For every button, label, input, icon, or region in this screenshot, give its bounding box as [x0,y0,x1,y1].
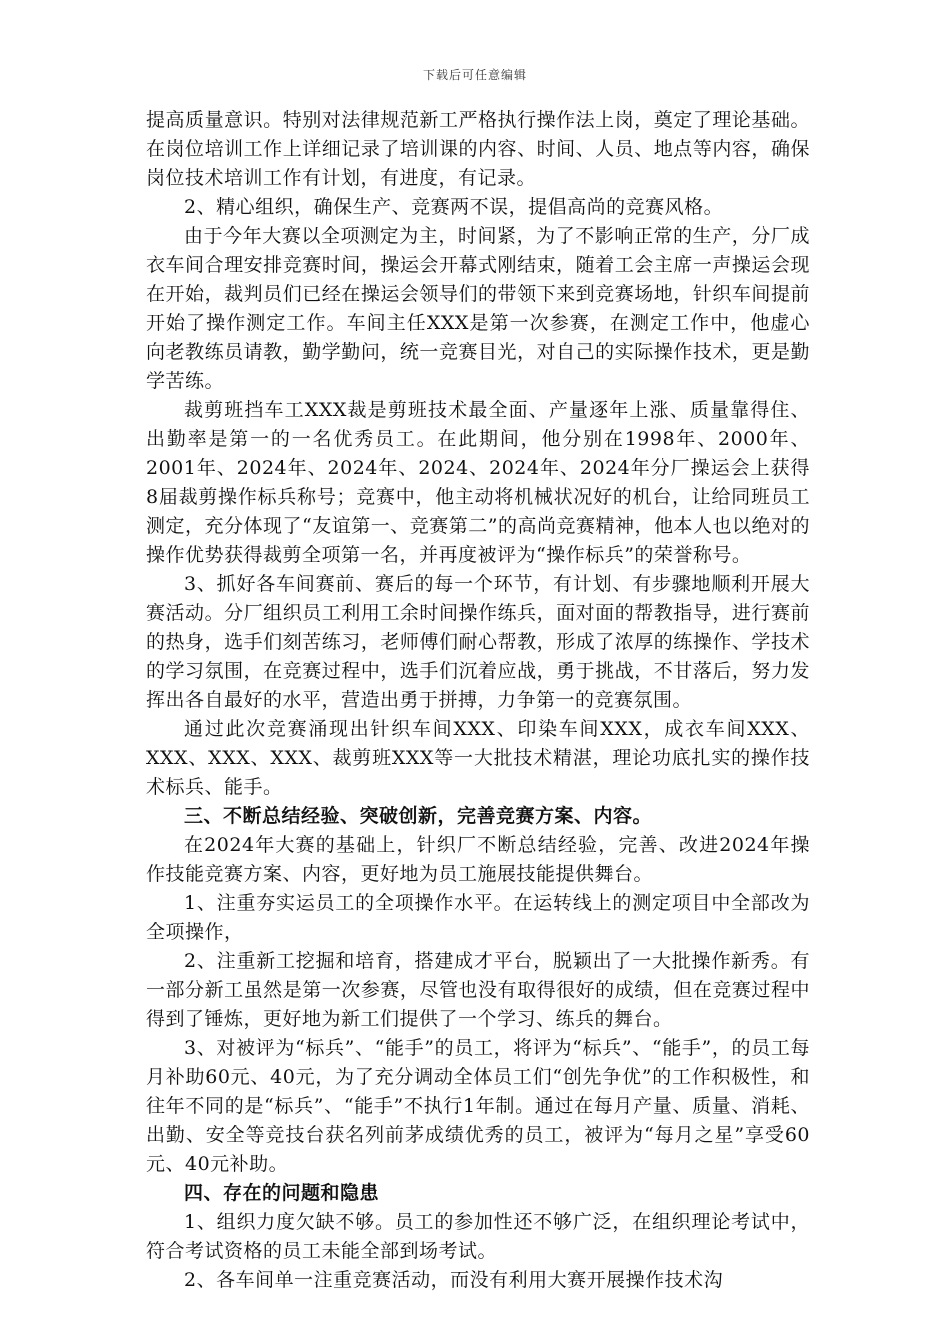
document-body [146,106,810,1295]
paragraph-6: 通过此次竞赛涌现出针织车间XXX、印染车间XXX，成衣车间XXX、XXX、XXX、XXX、裁剪班XXX等一大批技术精湛，理论功底扎实的操作技术标兵、能手。 [146,718,810,798]
paragraph-3: 由于今年大赛以全项测定为主，时间紧，为了不影响正常的生产，分厂成衣车间合理安排竞赛时间，操运会开幕式刚结束，随着工会主席一声操运会现在开始，裁判员们已经在操运会领导们的带领下来到竞赛场地，针织车间提前开始了操作测定工作。车间主任XXX是第一次参赛，在测定工作中，他虚心向老教练员请教，勤学勤问，统一竞赛目光，对自己的实际操作技术，更是勤学苦练。 [146,225,810,392]
paragraph-7: 在2024年大赛的基础上，针织厂不断总结经验，完善、改进2024年操作技能竞赛方案、内容，更好地为员工施展技能提供舞台。 [146,834,810,885]
paragraph-9: 2、注重新工挖掘和培育，搭建成才平台，脱颖出了一大批操作新秀。有一部分新工虽然是第一次参赛，尽管也没有取得很好的成绩，但在竞赛过程中得到了锤炼，更好地为新工们提供了一个学习、练兵的舞台。 [146,950,810,1030]
paragraph-1: 提高质量意识。特别对法律规范新工严格执行操作法上岗，奠定了理论基础。在岗位培训工作上详细记录了培训课的内容、时间、人员、地点等内容，确保岗位技术培训工作有计划，有进度，有记录。 [146,109,810,189]
paragraph-4: 裁剪班挡车工XXX裁是剪班技术最全面、产量逐年上涨、质量靠得住、出勤率是第一的一名优秀员工。在此期间，他分别在1998年、2000年、2001年、2024年、2024年、2024、2024年、2024年分厂操运会上获得8届裁剪操作标兵称号；竞赛中，他主动将机械状况好的机台，让给同班员工测定，充分体现了“友谊第一、竞赛第二”的高尚竞赛精神，他本人也以绝对的操作优势获得裁剪全项第一名，并再度被评为“操作标兵”的荣誉称号。 [146,399,810,566]
paragraph-2: 2、精心组织，确保生产、竞赛两不误，提倡高尚的竞赛风格。 [184,196,724,218]
paragraph-12: 2、各车间单一注重竞赛活动，而没有利用大赛开展操作技术沟 [184,1269,724,1291]
paragraph-11: 1、组织力度欠缺不够。员工的参加性还不够广泛，在组织理论考试中，符合考试资格的员工未能全部到场考试。 [146,1211,810,1262]
section-heading-3: 三、不断总结经验、突破创新，完善竞赛方案、内容。 [184,805,653,827]
paragraph-5: 3、抓好各车间赛前、赛后的每一个环节，有计划、有步骤地顺利开展大赛活动。分厂组织员工利用工余时间操作练兵，面对面的帮教指导，进行赛前的热身，选手们刻苦练习，老师傅们耐心帮教，形成了浓厚的练操作、学技术的学习氛围，在竞赛过程中，选手们沉着应战，勇于挑战，不甘落后，努力发挥出各自最好的水平，营造出勇于拼搏，力争第一的竞赛氛围。 [146,573,810,711]
section-heading-4: 四、存在的问题和隐患 [184,1182,380,1204]
paragraph-10: 3、对被评为“标兵”、“能手”的员工，将评为“标兵”、“能手”，的员工每月补助60元、40元，为了充分调动全体员工们“创先争优”的工作积极性，和往年不同的是“标兵”、“能手”不执行1年制。通过在每月产量、质量、消耗、出勤、安全等竞技台获名列前茅成绩优秀的员工，被评为“每月之星”享受60元、40元补助。 [146,1037,810,1175]
paragraph-8: 1、注重夯实运员工的全项操作水平。在运转线上的测定项目中全部改为全项操作， [146,892,810,943]
page-header: 下载后可任意编辑 [422,68,527,82]
